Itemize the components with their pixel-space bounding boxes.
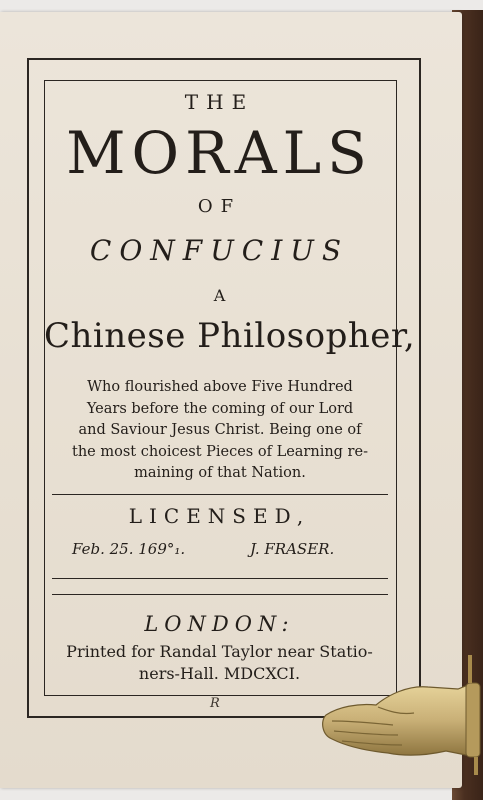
title-morals: MORALS: [66, 119, 373, 187]
description-line: the most choicest Pieces of Learning re-: [72, 443, 368, 460]
imprint-city: LONDON:: [144, 612, 295, 636]
license-date: Feb. 25. 169°₁.: [72, 540, 186, 558]
title-of: OF: [197, 196, 242, 217]
license-censor: J. FRASER.: [250, 540, 335, 558]
brass-hand-icon: [318, 655, 483, 775]
description-line: Who flourished above Five Hundred: [87, 379, 353, 395]
description-line: and Saviour Jesus Christ. Being one of: [78, 422, 362, 438]
signature-mark: R: [210, 696, 220, 711]
title-a: A: [213, 286, 226, 305]
title-confucius: CONFUCIUS: [89, 234, 350, 267]
divider-rule: [52, 578, 388, 579]
description-line: maining of that Nation.: [134, 465, 306, 481]
description-line: Years before the coming of our Lord: [86, 400, 354, 417]
title-chinese-philosopher: Chinese Philosopher,: [44, 316, 416, 356]
divider-rule: [52, 594, 388, 595]
description: [52, 377, 388, 485]
divider-rule: [52, 494, 388, 495]
title-the: THE: [184, 90, 255, 114]
imprint-printer-line-1: Printed for Randal Taylor near Statio-: [66, 642, 373, 661]
imprint-printer-line-2: ners-Hall. MDCXCI.: [138, 664, 301, 683]
licensed-heading: LICENSED,: [128, 504, 311, 528]
